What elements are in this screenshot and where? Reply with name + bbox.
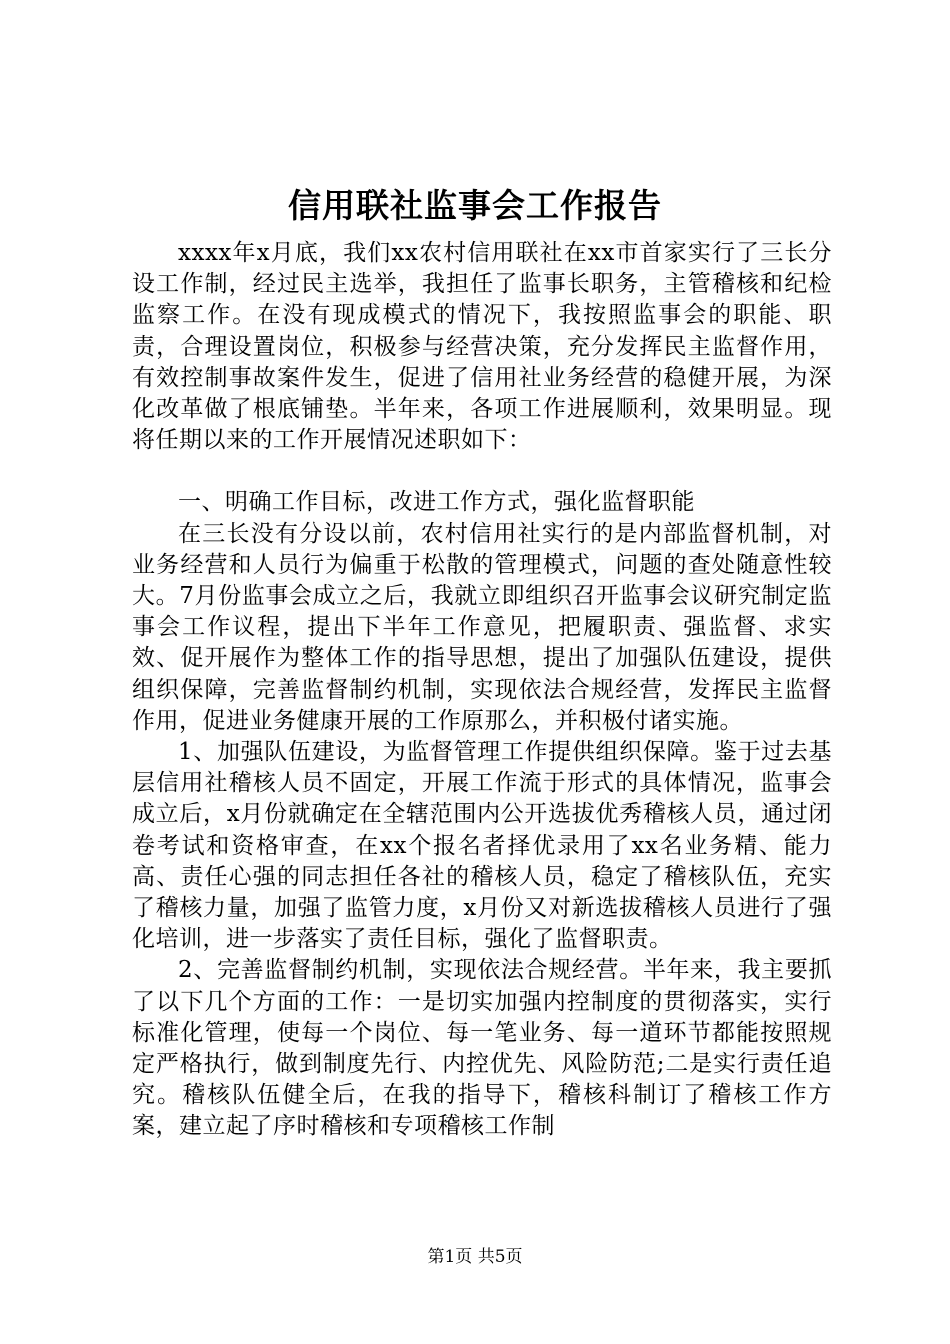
body-paragraph: 2、完善监督制约机制，实现依法合规经营。半年来，我主要抓了以下几个方面的工作：一是切实加强内控制度的贯彻落实，实行标准化管理，使每一个岗位、每一笔业务、每一道环节都能按照规定严格执行，做到制度先行、内控优先、风险防范;二是实行责任追究。稽核队伍健全后，在我的指导下，稽核科制订了稽核工作方案，建立起了序时稽核和专项稽核工作制 <box>132 957 832 1140</box>
section-heading: 一、明确工作目标，改进工作方式，强化监督职能 <box>178 489 695 516</box>
body-paragraph: 在三长没有分设以前，农村信用社实行的是内部监督机制，对业务经营和人员行为偏重于松散的管理模式，问题的查处随意性较大。7月份监事会成立之后，我就立即组织召开监事会议研究制定监事会工作议程，提出下半年工作意见，把履职责、强监督、求实效、促开展作为整体工作的指导思想，提出了加强队伍建设，提供组织保障，完善监督制约机制，实现依法合规经营，发挥民主监督作用，促进业务健康开展的工作原那么，并积极付诸实施。 <box>132 520 832 734</box>
body-paragraph: 1、加强队伍建设，为监督管理工作提供组织保障。鉴于过去基层信用社稽核人员不固定，开展工作流于形式的具体情况，监事会成立后，x月份就确定在全辖范围内公开选拔优秀稽核人员，通过闭卷考试和资格审查，在xx个报名者择优录用了xx名业务精、能力高、责任心强的同志担任各社的稽核人员，稳定了稽核队伍，充实了稽核力量，加强了监管力度，x月份又对新选拔稽核人员进行了强化培训，进一步落实了责任目标，强化了监督职责。 <box>132 739 832 953</box>
intro-paragraph: xxxx年x月底，我们xx农村信用联社在xx市首家实行了三长分设工作制，经过民主选举，我担任了监事长职务，主管稽核和纪检监察工作。在没有现成模式的情况下，我按照监事会的职能、职责，合理设置岗位，积极参与经营决策，充分发挥民主监督作用，有效控制事故案件发生，促进了信用社业务经营的稳健开展，为深化改革做了根底铺垫。半年来，各项工作进展顺利，效果明显。现将任期以来的工作开展情况述职如下： <box>132 240 832 454</box>
document-title: 信用联社监事会工作报告 <box>288 186 662 225</box>
document-body <box>132 238 832 1143</box>
page-number-footer: 第1页 共5页 <box>427 1247 523 1267</box>
